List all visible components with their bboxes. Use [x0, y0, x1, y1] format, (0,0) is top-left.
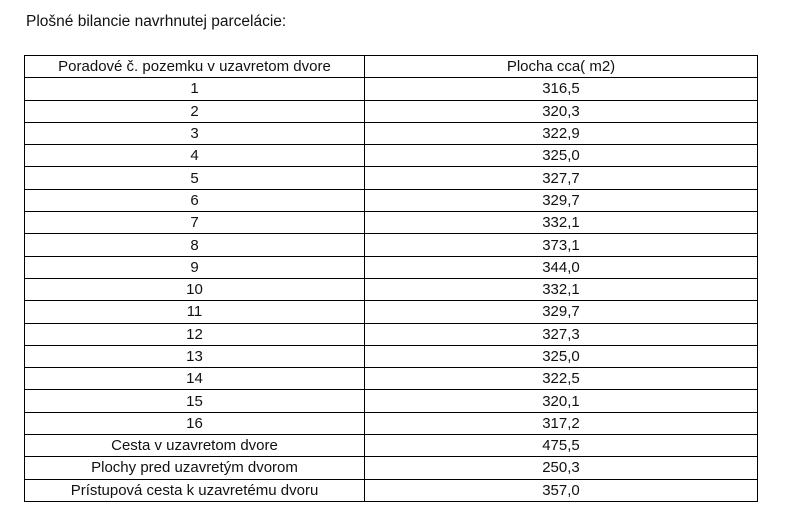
parcel-cell: 16: [25, 412, 365, 434]
parcel-cell: 9: [25, 256, 365, 278]
parcel-cell: 2: [25, 100, 365, 122]
parcel-cell: Cesta v uzavretom dvore: [25, 435, 365, 457]
area-cell: 325,0: [365, 345, 758, 367]
table-row: [25, 189, 758, 211]
table-row: [25, 278, 758, 300]
table-row: [25, 145, 758, 167]
parcel-cell: 15: [25, 390, 365, 412]
table-row: [25, 412, 758, 434]
area-cell: 373,1: [365, 234, 758, 256]
table-row: [25, 122, 758, 144]
area-cell: 322,5: [365, 368, 758, 390]
area-cell: 325,0: [365, 145, 758, 167]
table-row: [25, 368, 758, 390]
parcel-area-table: [24, 55, 758, 502]
table-row: [25, 212, 758, 234]
table-row: [25, 167, 758, 189]
area-cell: 475,5: [365, 435, 758, 457]
document-heading: Plošné bilancie navrhnutej parcelácie:: [26, 13, 287, 30]
header-area: Plocha cca( m2): [365, 56, 758, 78]
area-cell: 320,3: [365, 100, 758, 122]
parcel-cell: 14: [25, 368, 365, 390]
table-row: [25, 323, 758, 345]
table-row: [25, 301, 758, 323]
area-cell: 317,2: [365, 412, 758, 434]
parcel-cell: Prístupová cesta k uzavretému dvoru: [25, 479, 365, 501]
parcel-cell: 5: [25, 167, 365, 189]
table-row: [25, 457, 758, 479]
area-cell: 329,7: [365, 301, 758, 323]
table-row: [25, 78, 758, 100]
parcel-cell: 7: [25, 212, 365, 234]
parcel-cell: 3: [25, 122, 365, 144]
area-cell: 329,7: [365, 189, 758, 211]
table-row: [25, 234, 758, 256]
area-cell: 332,1: [365, 278, 758, 300]
table-row: [25, 435, 758, 457]
table-header-row: [25, 56, 758, 78]
table-row: [25, 479, 758, 501]
table-row: [25, 100, 758, 122]
parcel-cell: 12: [25, 323, 365, 345]
parcel-cell: Plochy pred uzavretým dvorom: [25, 457, 365, 479]
parcel-cell: 10: [25, 278, 365, 300]
parcel-cell: 4: [25, 145, 365, 167]
header-parcel-number: Poradové č. pozemku v uzavretom dvore: [25, 56, 365, 78]
area-cell: 327,3: [365, 323, 758, 345]
table-row: [25, 390, 758, 412]
area-cell: 344,0: [365, 256, 758, 278]
area-cell: 327,7: [365, 167, 758, 189]
parcel-cell: 8: [25, 234, 365, 256]
area-cell: 320,1: [365, 390, 758, 412]
area-cell: 357,0: [365, 479, 758, 501]
area-cell: 322,9: [365, 122, 758, 144]
area-cell: 316,5: [365, 78, 758, 100]
area-cell: 250,3: [365, 457, 758, 479]
table-row: [25, 256, 758, 278]
area-cell: 332,1: [365, 212, 758, 234]
parcel-cell: 13: [25, 345, 365, 367]
parcel-cell: 11: [25, 301, 365, 323]
table-row: [25, 345, 758, 367]
parcel-cell: 1: [25, 78, 365, 100]
parcel-cell: 6: [25, 189, 365, 211]
